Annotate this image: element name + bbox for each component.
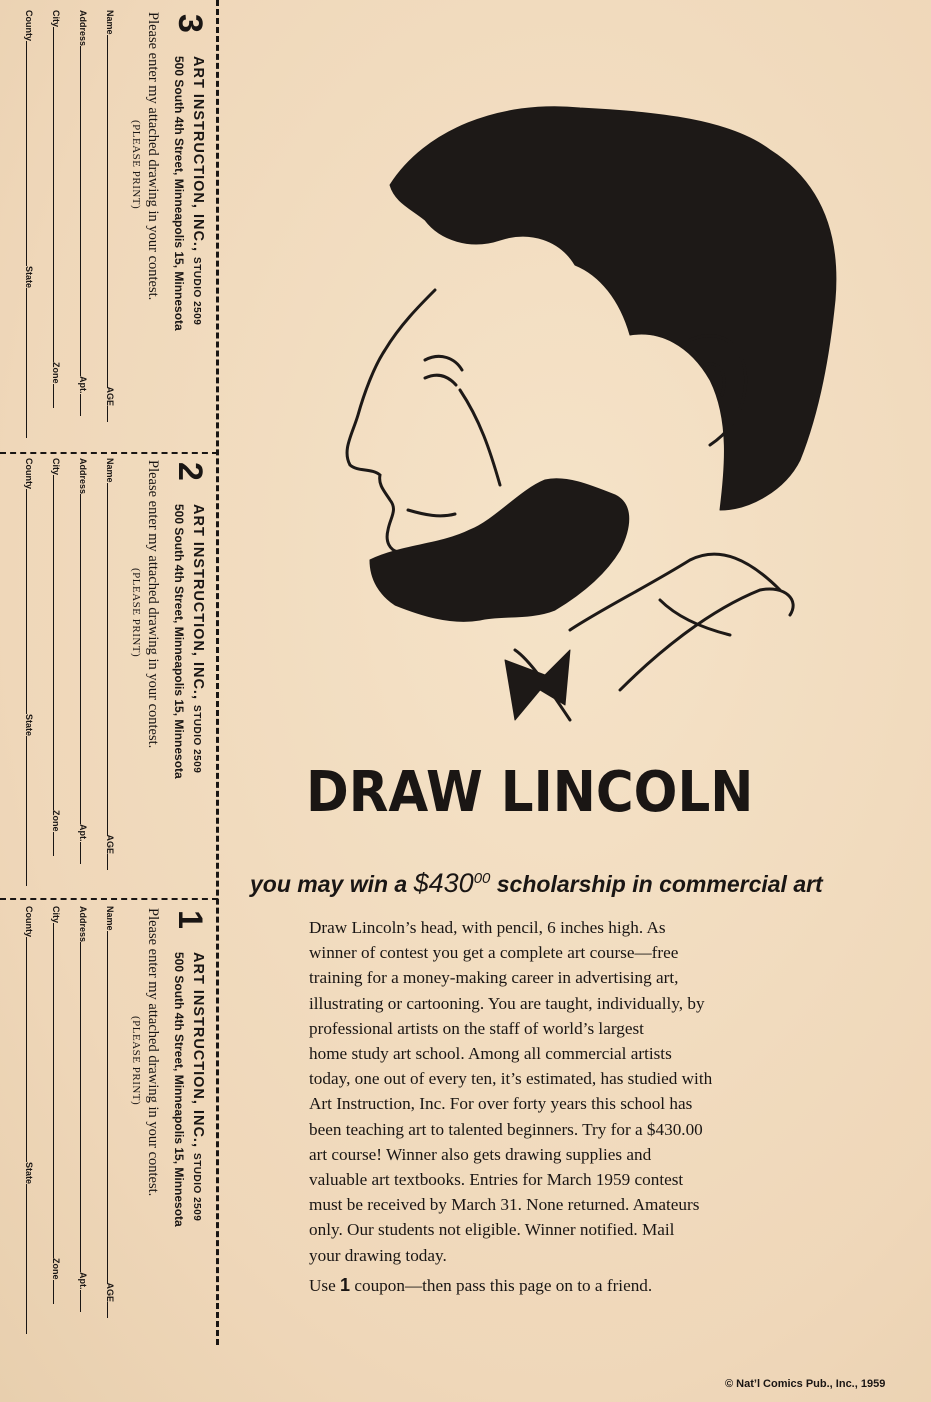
coupon-1[interactable] <box>5 906 210 1346</box>
coupon-print-note: (PLEASE PRINT) <box>130 1016 142 1106</box>
coupon-number: 1 <box>171 910 209 929</box>
coupon-entry-text: Please enter my attached drawing in your contest. <box>145 460 161 749</box>
body-line: winner of contest you get a complete art course—free <box>309 943 679 963</box>
coupon-county-field[interactable]: CountyState <box>23 10 35 438</box>
body-line: your drawing today. <box>309 1245 447 1265</box>
coupon-address: 500 South 4th Street, Minneapolis 15, Minnesota <box>172 952 186 1227</box>
coupon-county-field[interactable]: CountyState <box>23 906 35 1334</box>
ad-body <box>309 915 849 1268</box>
body-line: Draw Lincoln’s head, with pencil, 6 inches high. As <box>309 918 666 937</box>
coupon-city-field[interactable]: CityZone <box>50 906 62 1304</box>
coupon-separator <box>0 898 218 900</box>
coupon-3[interactable] <box>5 10 210 450</box>
coupon-company: ART INSTRUCTION, INC., STUDIO 2509 <box>190 952 206 1222</box>
coupon-2[interactable] <box>5 458 210 898</box>
body-line: training for a money-making career in advertising art, <box>309 968 679 988</box>
ad-subtitle: you may win a $\$430^{00}$ scholarship in commercial art <box>250 868 823 898</box>
coupon-name-field[interactable]: NameAGE <box>104 906 116 1318</box>
coupon-address-field[interactable]: AddressApt. <box>77 906 89 1312</box>
body-line: must be received by March 31. None returned. Amateurs <box>309 1195 700 1215</box>
coupon-city-field[interactable]: CityZone <box>50 10 62 408</box>
coupon-entry-text: Please enter my attached drawing in your contest. <box>145 908 161 1197</box>
body-line: valuable art textbooks. Entries for March 1959 contest <box>309 1170 684 1190</box>
coupon-address: 500 South 4th Street, Minneapolis 15, Minnesota <box>172 504 186 779</box>
coupon-address: 500 South 4th Street, Minneapolis 15, Minnesota <box>172 56 186 331</box>
coupon-company: ART INSTRUCTION, INC., STUDIO 2509 <box>190 504 206 774</box>
coupon-print-note: (PLEASE PRINT) <box>130 568 142 658</box>
coupon-name-field[interactable]: NameAGE <box>104 10 116 422</box>
ad-title: DRAW LINCOLN <box>306 760 754 825</box>
coupon-note: Use 1 coupon—then pass this page on to a friend. <box>309 1275 653 1295</box>
body-line: professional artists on the staff of world’s largest <box>309 1018 644 1038</box>
coupon-print-note: (PLEASE PRINT) <box>130 120 142 210</box>
coupon-city-field[interactable]: CityZone <box>50 458 62 856</box>
coupon-cut-line <box>216 0 219 1345</box>
coupon-separator <box>0 452 218 454</box>
body-line: been teaching art to talented beginners. Try for a $430.00 <box>309 1119 703 1139</box>
body-line: illustrating or cartooning. You are taught, individually, by <box>309 993 705 1013</box>
body-line: Art Instruction, Inc. For over forty years this school has <box>309 1094 693 1114</box>
body-line: art course! Winner also gets drawing supplies and <box>309 1144 652 1164</box>
body-line: home study art school. Among all commercial artists <box>309 1044 672 1064</box>
coupon-entry-text: Please enter my attached drawing in your contest. <box>145 12 161 301</box>
body-line: only. Our students not eligible. Winner notified. Mail <box>309 1220 675 1240</box>
copyright-notice: © Nat’l Comics Pub., Inc., 1959 <box>725 1378 886 1390</box>
coupon-county-field[interactable]: CountyState <box>23 458 35 886</box>
coupon-address-field[interactable]: AddressApt. <box>77 10 89 416</box>
coupon-name-field[interactable]: NameAGE <box>104 458 116 870</box>
coupon-number: 3 <box>171 14 209 33</box>
coupon-address-field[interactable]: AddressApt. <box>77 458 89 864</box>
lincoln-portrait-illustration <box>330 90 850 760</box>
coupon-company: ART INSTRUCTION, INC., STUDIO 2509 <box>190 56 206 326</box>
body-line: today, one out of every ten, it’s estimated, has studied with <box>309 1069 713 1089</box>
coupon-number: 2 <box>171 462 209 481</box>
